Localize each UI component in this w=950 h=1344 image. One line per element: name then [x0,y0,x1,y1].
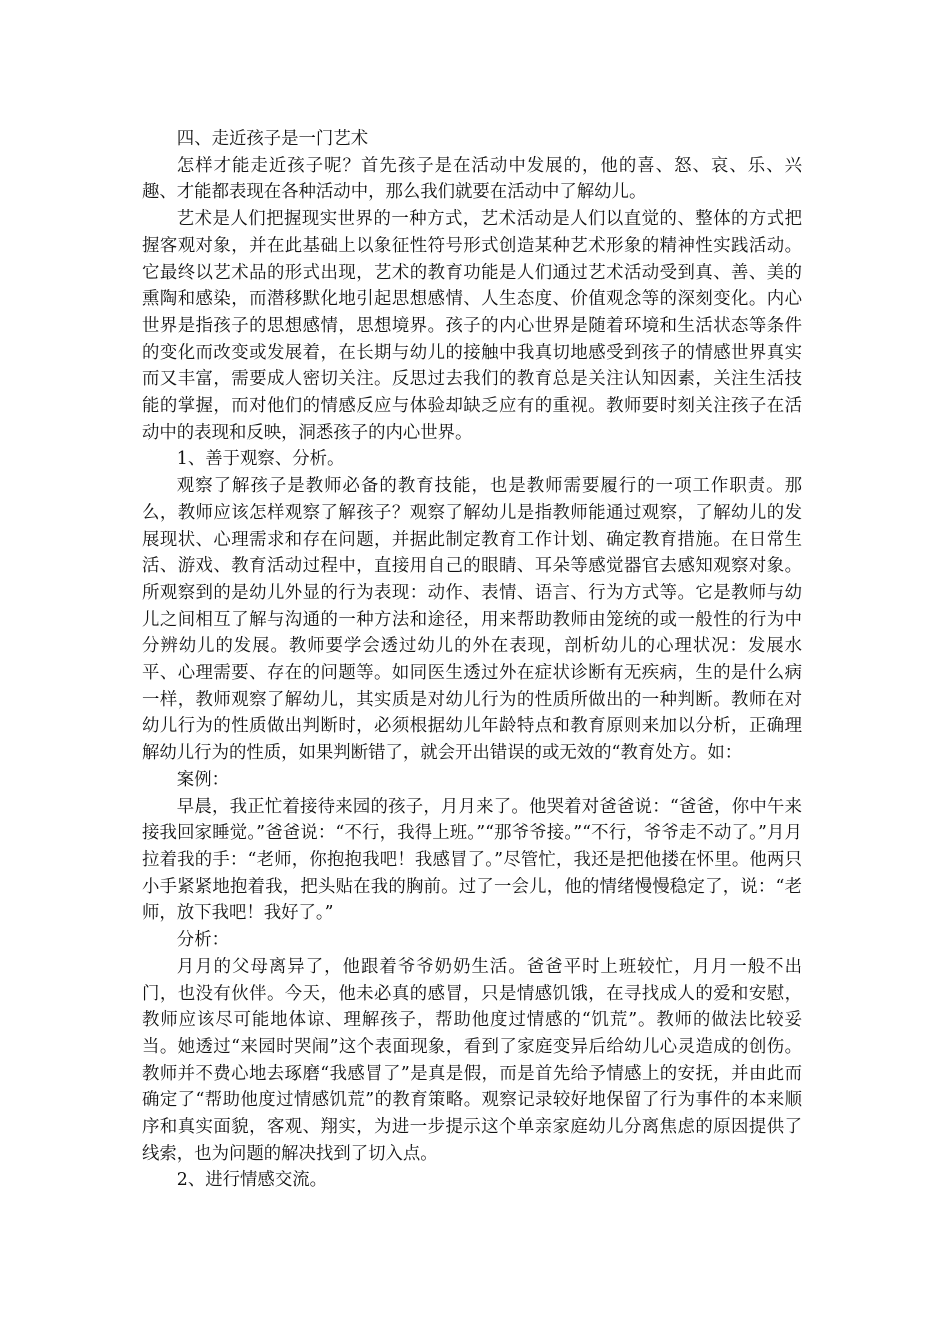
section-title: 四、走近孩子是一门艺术 [176,129,369,149]
document-page [142,126,802,1194]
subheading-observe: 1、善于观察、分析。 [176,449,345,470]
paragraph-intro: 怎样才能走近孩子呢？首先孩子是在活动中发展的，他的喜、怒、哀、乐、兴趣、才能都表现在各种活动中，那么我们就要在活动中了解幼儿。 [142,155,802,203]
case-label: 案例： [176,769,229,790]
analysis-label: 分析： [176,930,229,951]
paragraph-observe: 观察了解孩子是教师必备的教育技能，也是教师需要履行的一项工作职责。那么，教师应该怎样观察了解孩子？观察了解幼儿是指教师能通过观察，了解幼儿的发展现状、心理需求和存在问题，并据此制定教育工作计划、确定教育措施。在日常生活、游戏、教育活动过程中，直接用自己的眼睛、耳朵等感觉器官去感知观察对象。所观察到的是幼儿外显的行为表现：动作、表情、语言、行为方式等。它是教师与幼儿之间相互了解与沟通的一种方法和途径，用来帮助教师由笼统的或一般性的行为中分辨幼儿的发展。教师要学会透过幼儿的外在表现，剖析幼儿的心理状况：发展水平、心理需要、存在的问题等。如同医生透过外在症状诊断有无疾病，生的是什么病一样，教师观察了解幼儿，其实质是对幼儿行为的性质所做出的一种判断。教师在对幼儿行为的性质做出判断时，必须根据幼儿年龄特点和教育原则来加以分析，正确理解幼儿行为的性质，如果判断错了，就会开出错误的或无效的“教育处方。如： [142,476,802,764]
paragraph-analysis: 月月的父母离异了，他跟着爷爷奶奶生活。爸爸平时上班较忙，月月一般不出门，也没有伙伴。今天，他未必真的感冒，只是情感饥饿，在寻找成人的爱和安慰，教师应该尽可能地体谅、理解孩子，帮助他度过情感的“饥荒”。教师的做法比较妥当。她透过“来园时哭闹”这个表面现象，看到了家庭变异后给幼儿心灵造成的创伤。教师并不费心地去琢磨“我感冒了”是真是假，而是首先给予情感上的安抚，并由此而确定了“帮助他度过情感饥荒”的教育策略。观察记录较好地保留了行为事件的本来顺序和真实面貌，客观、翔实，为进一步提示这个单亲家庭幼儿分离焦虑的原因提供了线索，也为问题的解决找到了切入点。 [142,956,802,1164]
paragraph-art: 艺术是人们把握现实世界的一种方式，艺术活动是人们以直觉的、整体的方式把握客观对象，并在此基础上以象征性符号形式创造某种艺术形象的精神性实践活动。它最终以艺术品的形式出现，艺术的教育功能是人们通过艺术活动受到真、善、美的熏陶和感染，而潜移默化地引起思想感情、人生态度、价值观念等的深刻变化。内心世界是指孩子的思想感情，思想境界。孩子的内心世界是随着环境和生活状态等条件的变化而改变或发展着，在长期与幼儿的接触中我真切地感受到孩子的情感世界真实而又丰富，需要成人密切关注。反思过去我们的教育总是关注认知因素，关注生活技能的掌握，而对他们的情感反应与体验却缺乏应有的重视。教师要时刻关注孩子在活动中的表现和反映，洞悉孩子的内心世界。 [142,209,802,443]
subheading-emotion: 2、进行情感交流。 [176,1170,327,1191]
paragraph-case: 早晨，我正忙着接待来园的孩子，月月来了。他哭着对爸爸说：“爸爸，你中午来接我回家睡觉。”爸爸说：“不行，我得上班。”“那爷爷接。”“不行，爷爷走不动了。”月月拉着我的手：“老师，你抱抱我吧！我感冒了。”尽管忙，我还是把他搂在怀里。他两只小手紧紧地抱着我，把头贴在我的胸前。过了一会儿，他的情绪慢慢稳定了，说：“老师，放下我吧！我好了。” [142,796,802,924]
